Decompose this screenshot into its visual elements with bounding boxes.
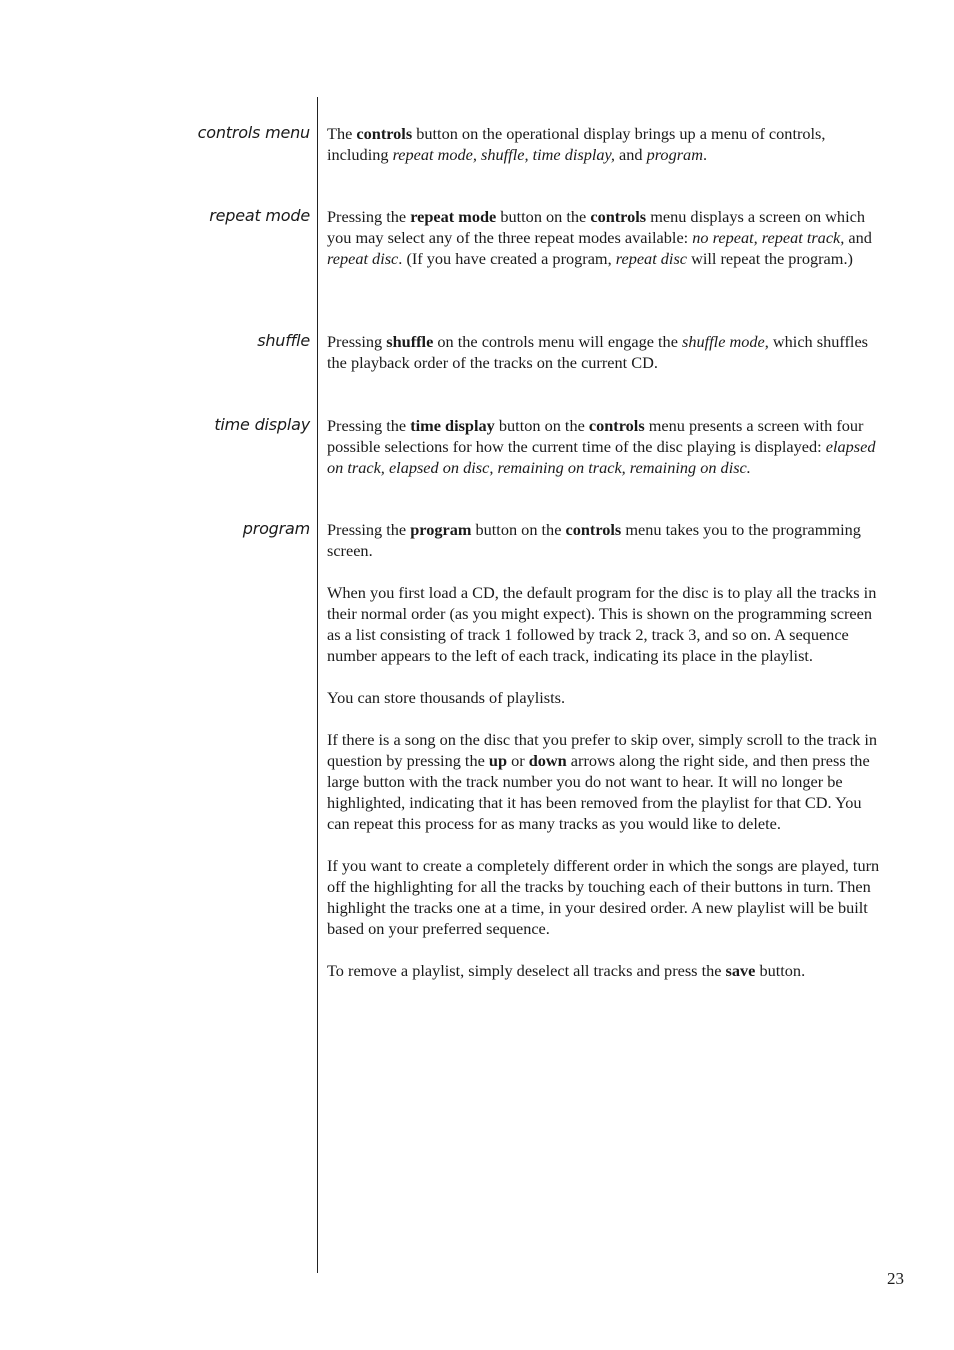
section-label-controls-menu: controls menu <box>197 123 310 142</box>
bold-term: controls <box>356 124 413 143</box>
italic-term: repeat disc <box>615 249 688 268</box>
text-run: button on the <box>494 416 589 435</box>
paragraph <box>327 729 887 834</box>
bold-term: shuffle <box>386 332 434 351</box>
paragraph <box>327 206 887 269</box>
paragraph <box>327 123 887 165</box>
italic-term: shuffle mode <box>682 332 765 351</box>
section-label-program: program <box>242 519 310 538</box>
bold-term: controls <box>588 416 645 435</box>
paragraph <box>327 960 887 981</box>
text-run: Pressing <box>327 332 387 351</box>
paragraph <box>327 519 887 561</box>
text-run: or <box>507 751 529 770</box>
text-run: and <box>614 145 647 164</box>
section-label-shuffle: shuffle <box>257 331 310 350</box>
bold-term: program <box>410 520 472 539</box>
italic-term: program <box>646 145 703 164</box>
paragraph <box>327 331 887 373</box>
section-body-time-display <box>327 415 887 478</box>
text-run: arrows along the right side, and then press the large button with the track number you do not want to hear. It will no longer be highlighted, indicating that it has been removed from the playlist for that CD. You can repeat this process for as many tracks as you would like to delete. <box>327 751 870 833</box>
text-run: on the controls menu will engage the <box>433 332 682 351</box>
text-run: If there is a song on the disc that you prefer to skip over, simply scroll to the track in question by pressing the <box>327 730 878 770</box>
bold-term: controls <box>590 207 647 226</box>
bold-term: save <box>725 961 756 980</box>
section-body-shuffle <box>327 331 887 373</box>
text-run: To remove a playlist, simply deselect all tracks and press the <box>327 961 726 980</box>
text-run: button on the <box>471 520 566 539</box>
text-run: button on the operational display brings up a menu of controls, including <box>327 124 826 164</box>
text-run: . (If you have created a program, <box>398 249 616 268</box>
bold-term: repeat mode <box>410 207 497 226</box>
italic-term: elapsed on track, elapsed on disc, remaining on track, remaining on disc. <box>327 437 876 477</box>
text-run: button on the <box>496 207 591 226</box>
text-run: will repeat the program.) <box>687 249 853 268</box>
margin-rule <box>317 97 318 1273</box>
text-run: menu takes you to the programming screen. <box>327 520 861 560</box>
paragraph: If you want to create a completely different order in which the songs are played, turn off the highlighting for all the tracks by touching each of their buttons in turn. Then highlight the tracks one at a time, in your desired order. A new playlist will be built based on your preferred sequence. <box>327 856 880 938</box>
bold-term: down <box>528 751 567 770</box>
text-run: Pressing the <box>327 520 411 539</box>
bold-term: controls <box>565 520 622 539</box>
italic-term: no repeat, repeat track, <box>692 228 845 247</box>
section-body-controls-menu <box>327 123 887 165</box>
paragraph: You can store thousands of playlists. <box>327 688 566 707</box>
bold-term: up <box>488 751 508 770</box>
page-number: 23 <box>887 1269 904 1288</box>
section-label-repeat-mode: repeat mode <box>209 206 310 225</box>
text-run: Pressing the <box>327 416 411 435</box>
text-run: Pressing the <box>327 207 411 226</box>
section-label-time-display: time display <box>214 415 310 434</box>
paragraph: When you first load a CD, the default program for the disc is to play all the tracks in their normal order (as you might expect). This is shown on the programming screen as a list consisting of track 1 followed by track 2, track 3, and so on. A sequence number appears to the left of each track, indicating its place in the playlist. <box>327 583 877 665</box>
text-run: button. <box>755 961 806 980</box>
text-run: menu presents a screen with four possible selections for how the current time of the disc playing is displayed: <box>327 416 864 456</box>
bold-term: time display <box>410 416 495 435</box>
italic-term: repeat disc <box>327 249 399 268</box>
paragraph <box>327 415 887 478</box>
text-run: menu displays a screen on which you may select any of the three repeat modes available: <box>327 207 865 247</box>
section-body-program <box>327 519 887 981</box>
section-body-repeat-mode <box>327 206 887 269</box>
text-run: , which shuffles the playback order of the tracks on the current CD. <box>327 332 869 372</box>
italic-term: repeat mode, shuffle, time display, <box>392 145 615 164</box>
text-run: and <box>844 228 872 247</box>
text-run: . <box>702 145 708 164</box>
text-run: The <box>327 124 357 143</box>
